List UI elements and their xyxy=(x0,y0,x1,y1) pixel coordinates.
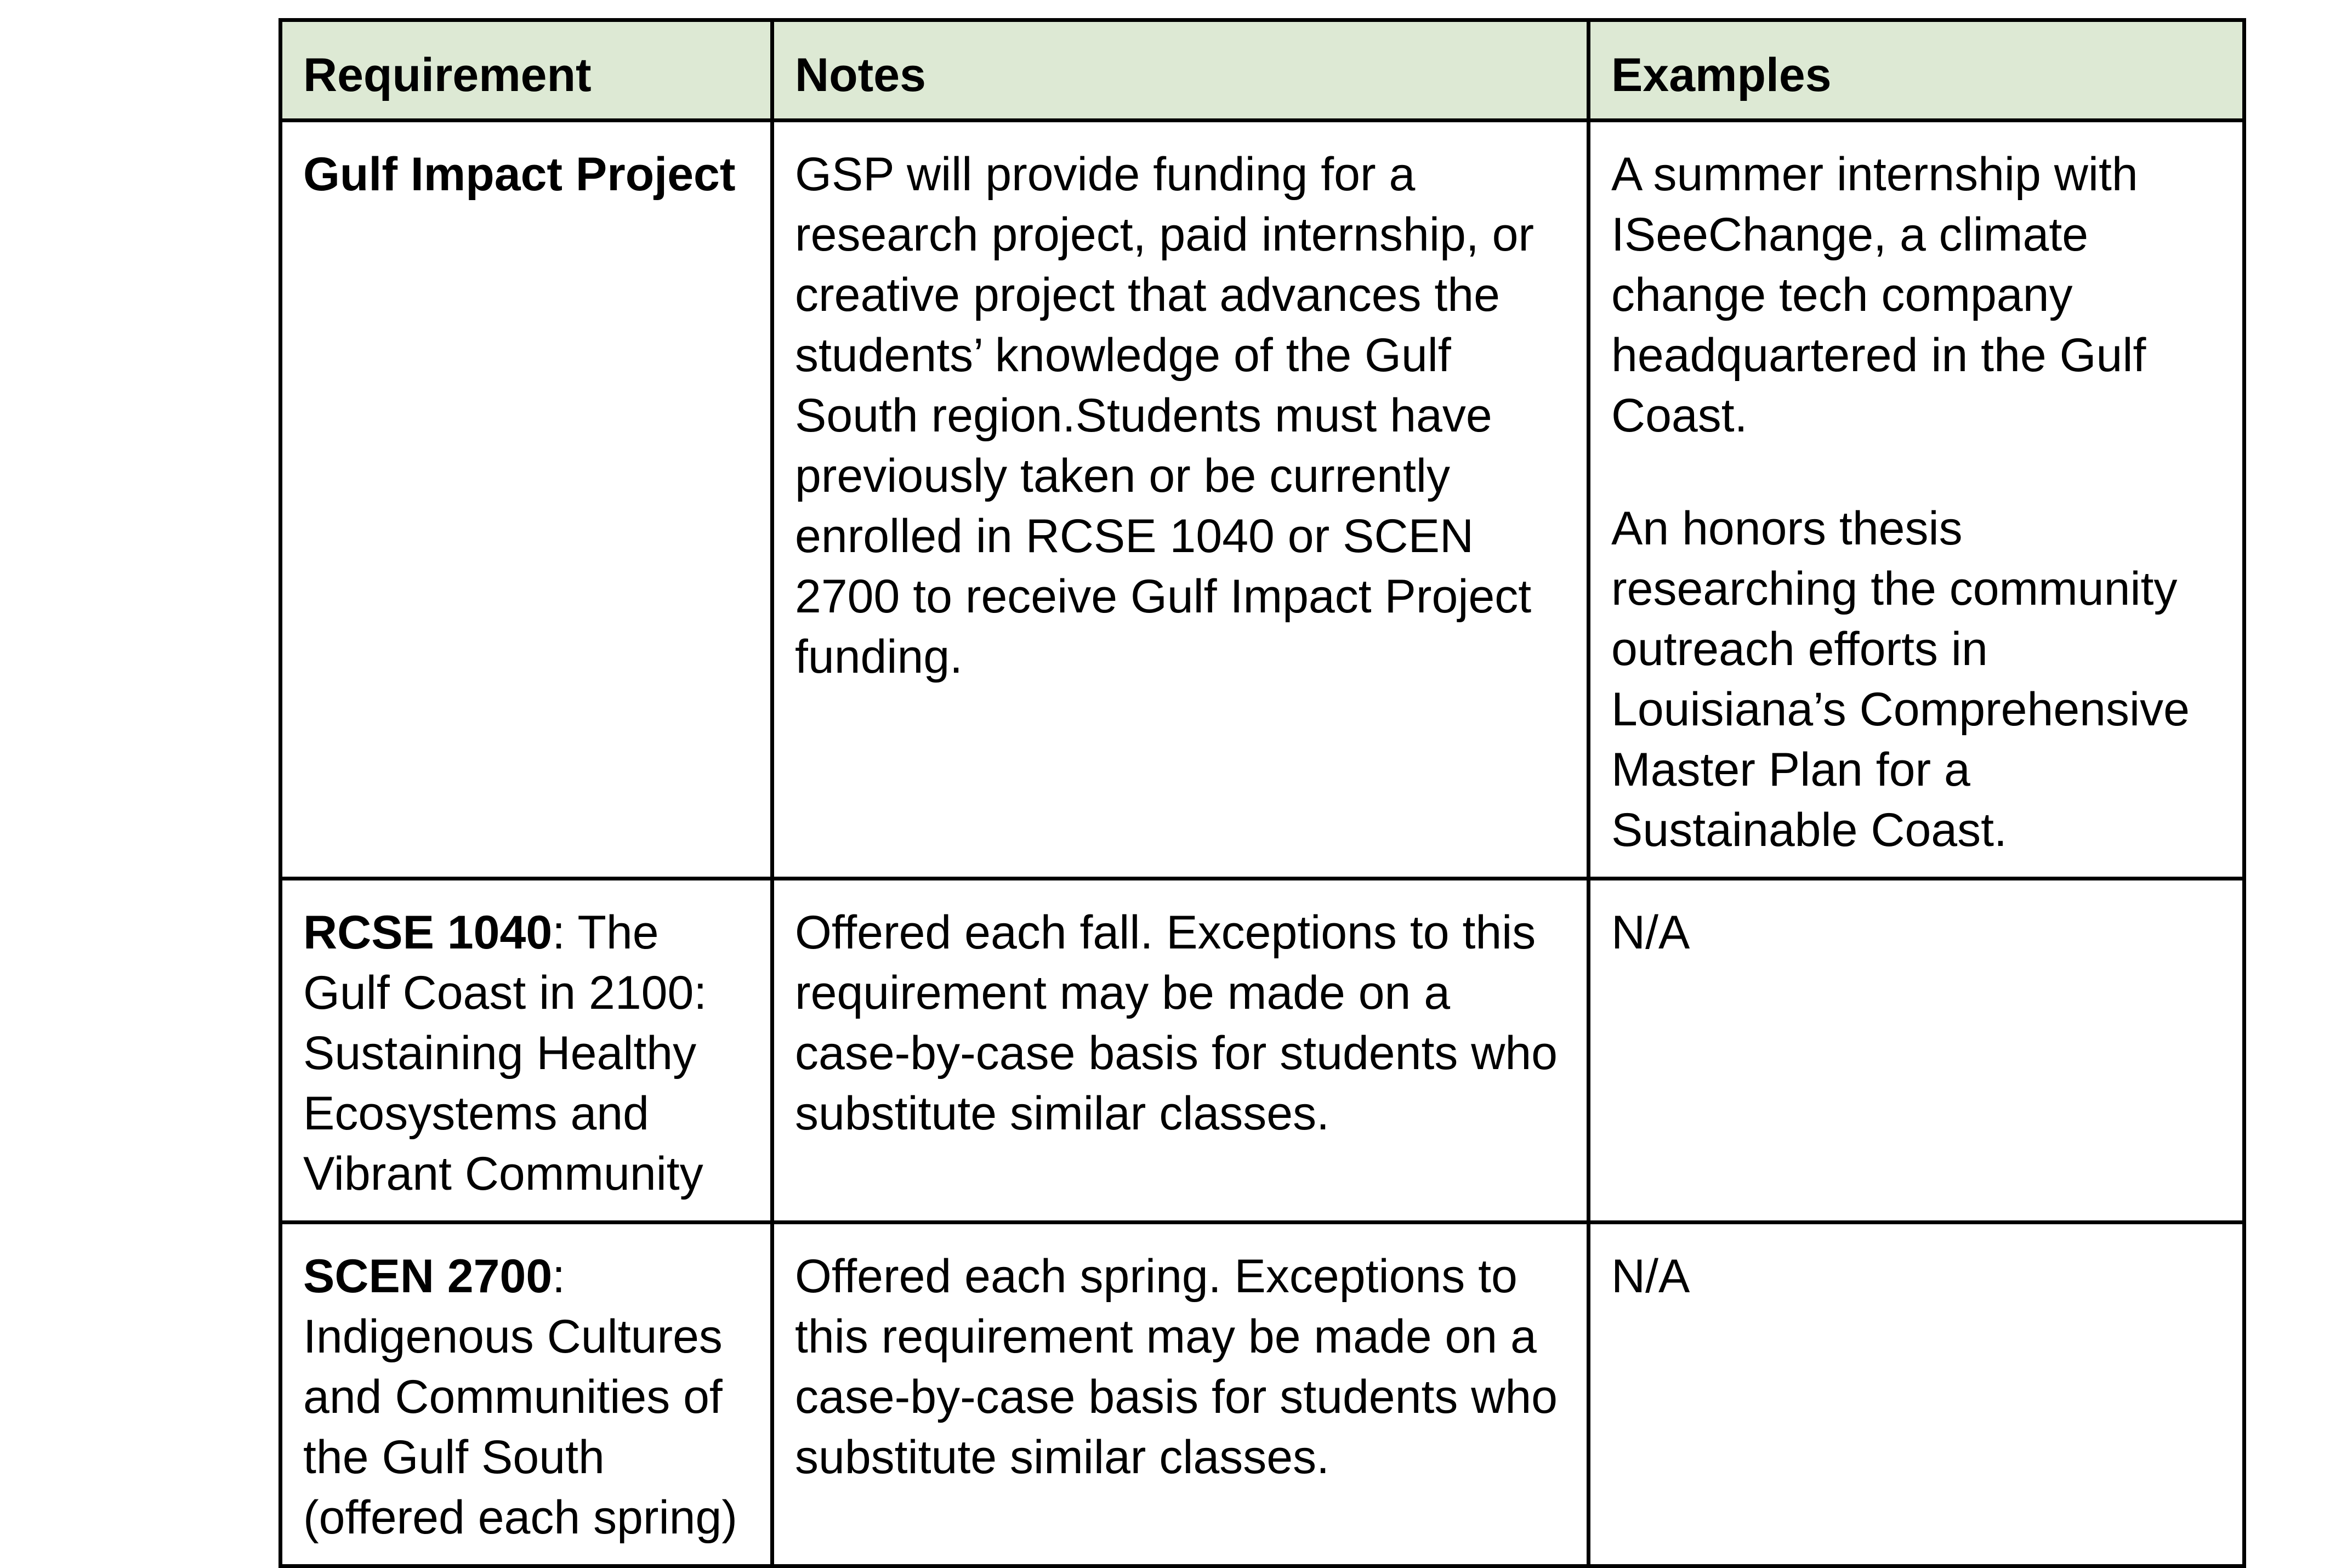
header-row xyxy=(281,20,2244,121)
examples-cell xyxy=(1589,879,2244,1223)
notes-cell: GSP will provide funding for a research project, paid internship, or creative project that advances the students’ knowledge of the Gulf South region.Students must have previously taken or be currently enrolled in RCSE 1040 or SCEN 2700 to receive Gulf Impact Project funding. xyxy=(772,121,1589,879)
requirement-cell xyxy=(281,121,772,879)
requirement-title: RCSE 1040 xyxy=(303,906,553,959)
example-item: A summer internship with ISeeChange, a climate change tech company headquartered in the Gulf Coast. xyxy=(1611,148,2146,442)
requirement-description: : Indigenous Cultures and Communities of the Gulf South (offered each spring) xyxy=(303,1250,737,1544)
table-row xyxy=(281,121,2244,879)
example-item: An honors thesis researching the community outreach efforts in Louisiana’s Comprehensive Master Plan for a Sustainable Coast. xyxy=(1611,502,2190,856)
requirement-title: SCEN 2700 xyxy=(303,1250,553,1303)
table-row xyxy=(281,879,2244,1223)
table-row xyxy=(281,1223,2244,1566)
requirement-description: : The Gulf Coast in 2100: Sustaining Healthy Ecosystems and Vibrant Community xyxy=(303,906,707,1200)
notes-cell: Offered each fall. Exceptions to this requirement may be made on a case-by-case basis for students who substitute similar classes. xyxy=(772,879,1589,1223)
requirement-title: Gulf Impact Project xyxy=(303,148,736,201)
requirements-table xyxy=(279,18,2246,1568)
notes-cell: Offered each spring. Exceptions to this requirement may be made on a case-by-case basis for students who substitute similar classes. xyxy=(772,1223,1589,1566)
header-requirement: Requirement xyxy=(281,20,772,121)
header-notes: Notes xyxy=(772,20,1589,121)
examples-cell xyxy=(1589,1223,2244,1566)
example-item: N/A xyxy=(1611,1250,1690,1303)
example-item: N/A xyxy=(1611,906,1690,959)
examples-cell xyxy=(1589,121,2244,879)
requirement-cell xyxy=(281,1223,772,1566)
requirement-cell xyxy=(281,879,772,1223)
header-examples: Examples xyxy=(1589,20,2244,121)
